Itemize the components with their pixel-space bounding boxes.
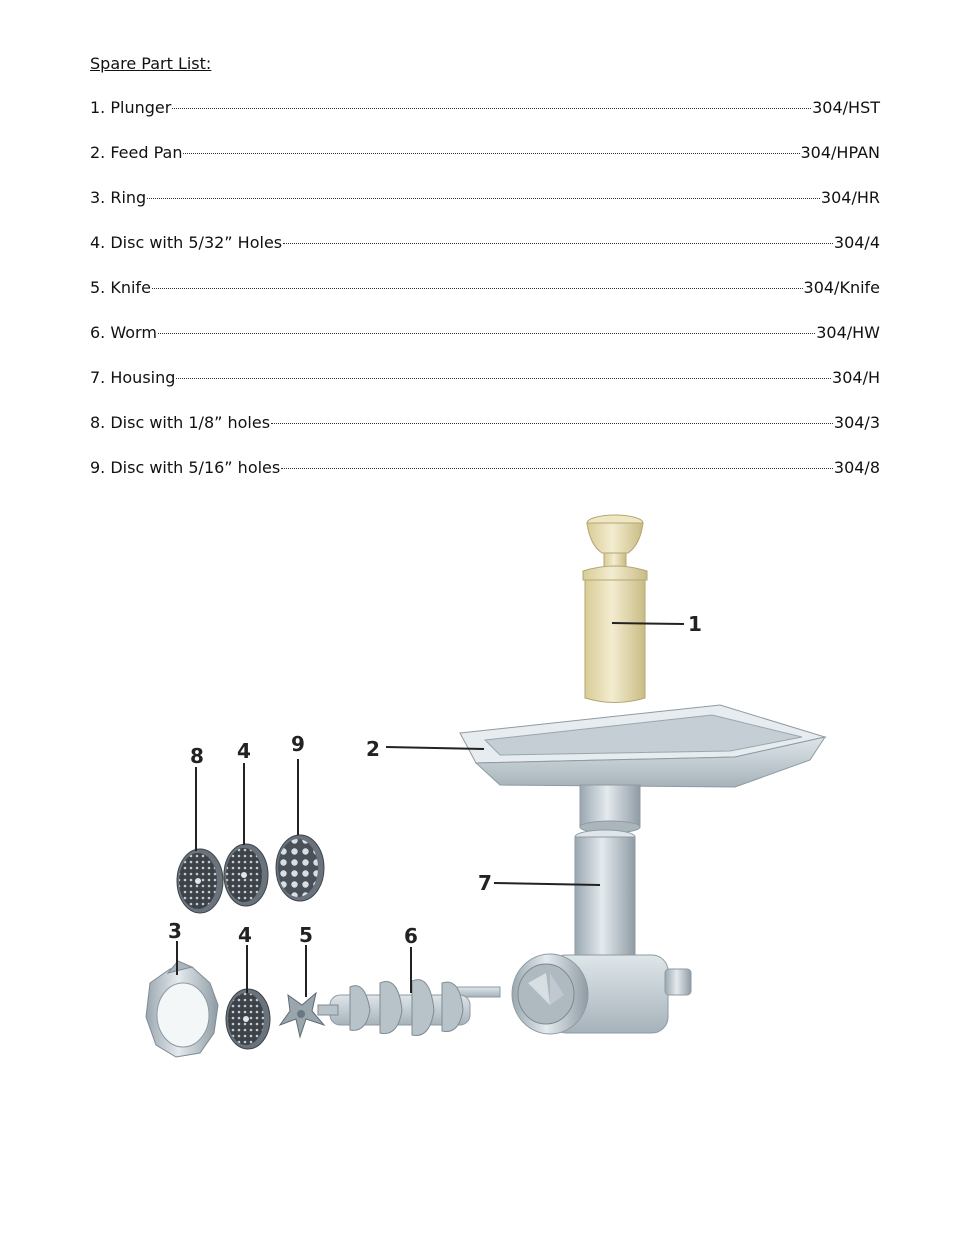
dot-leader [147, 198, 820, 199]
dot-leader [158, 333, 815, 334]
part-label: 9. Disc with 5/16” holes [90, 458, 281, 477]
plunger-part [583, 515, 647, 703]
callout-6: 6 [404, 924, 418, 948]
part-row [90, 233, 880, 278]
dot-leader [283, 243, 833, 244]
part-label: 4. Disc with 5/32” Holes [90, 233, 283, 252]
ring-part [146, 961, 218, 1057]
dot-leader [271, 423, 833, 424]
part-row [90, 458, 880, 503]
page-title: Spare Part List: [90, 54, 212, 73]
disc-4-upper-part [224, 844, 268, 906]
dot-leader [183, 153, 799, 154]
part-row [90, 98, 880, 143]
part-label: 5. Knife [90, 278, 151, 297]
callout-7: 7 [478, 871, 492, 895]
callout-4-upper: 4 [237, 739, 251, 763]
part-label: 6. Worm [90, 323, 157, 342]
callout-2: 2 [366, 737, 380, 761]
dot-leader [281, 468, 833, 469]
part-label: 3. Ring [90, 188, 147, 207]
callout-8: 8 [190, 744, 204, 768]
part-label: 8. Disc with 1/8” holes [90, 413, 271, 432]
part-code: 304/HW [816, 323, 880, 342]
part-label: 7. Housing [90, 368, 176, 387]
part-code: 304/4 [833, 233, 880, 252]
spare-part-list [90, 98, 880, 503]
part-code: 304/Knife [803, 278, 880, 297]
leader-line [612, 623, 684, 624]
callout-9: 9 [291, 732, 305, 756]
knife-part [280, 993, 324, 1037]
part-code: 304/HR [820, 188, 880, 207]
callout-3: 3 [168, 919, 182, 943]
part-row [90, 323, 880, 368]
disc-9-part [276, 835, 324, 901]
worm-part [318, 980, 500, 1036]
dot-leader [152, 288, 803, 289]
disc-4-lower-part [226, 989, 270, 1049]
part-row [90, 278, 880, 323]
part-row [90, 413, 880, 458]
disc-8-part [177, 849, 223, 913]
part-label: 2. Feed Pan [90, 143, 183, 162]
part-row [90, 368, 880, 413]
part-row [90, 143, 880, 188]
housing-part [512, 830, 691, 1034]
feed-pan-part [460, 705, 825, 833]
part-code: 304/HPAN [800, 143, 880, 162]
part-code: 304/HST [812, 98, 880, 117]
callout-4-lower: 4 [238, 923, 252, 947]
part-code: 304/H [832, 368, 880, 387]
part-code: 304/8 [833, 458, 880, 477]
dot-leader [172, 108, 811, 109]
callout-1: 1 [688, 612, 702, 636]
part-label: 1. Plunger [90, 98, 172, 117]
part-code: 304/3 [833, 413, 880, 432]
dot-leader [176, 378, 831, 379]
part-row [90, 188, 880, 233]
exploded-parts-diagram [80, 505, 890, 1175]
callout-5: 5 [299, 923, 313, 947]
